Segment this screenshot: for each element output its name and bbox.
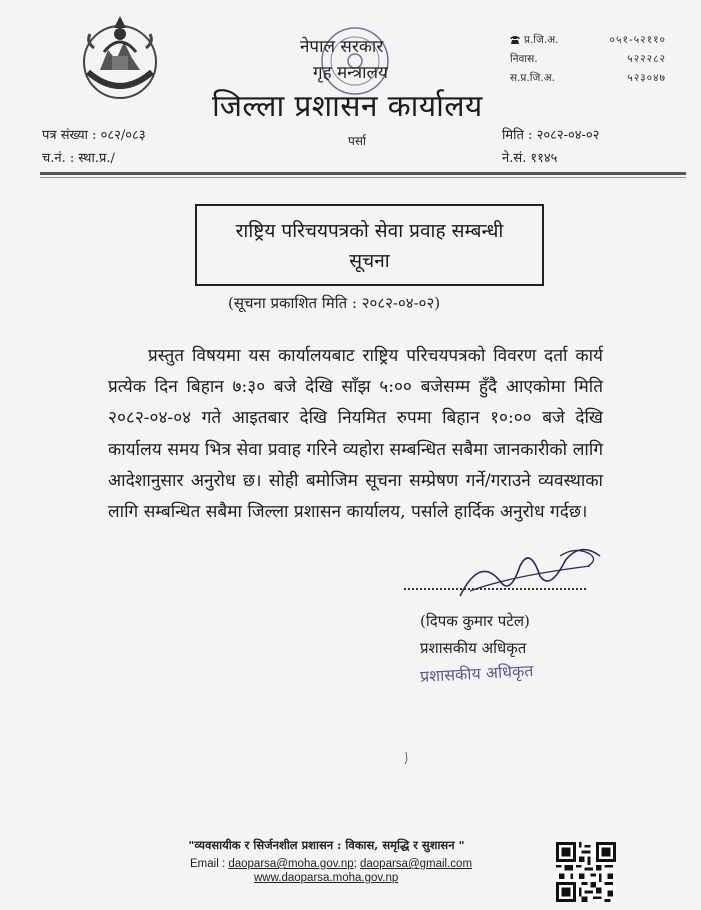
contact-list [510, 30, 666, 87]
contact-row [510, 68, 666, 87]
contact-value: ५२२२८२ [627, 52, 666, 65]
phone-icon [510, 35, 520, 44]
dispatch-number: च.नं. : स्था.प्र./ [42, 151, 115, 166]
email-label: Email : [190, 858, 229, 870]
website-link[interactable]: www.daoparsa.moha.gov.np [254, 872, 399, 884]
government-name: नेपाल सरकार [300, 37, 384, 57]
signature-line [404, 588, 586, 590]
notice-title-line1: राष्ट्रिय परिचयपत्रको सेवा प्रवाह सम्बन्धी [235, 220, 504, 242]
contact-row [510, 30, 666, 49]
contact-label: प्र.जि.अ. [524, 33, 559, 46]
designation-stamp: प्रशासकीय अधिकृत [419, 661, 534, 686]
footer-email [190, 858, 472, 870]
stray-mark-icon [403, 752, 409, 764]
notice-title-box [195, 204, 544, 286]
contact-label: निवास. [510, 52, 538, 65]
reference-left [42, 124, 146, 170]
signature-icon [440, 536, 610, 606]
header-divider-thin [40, 177, 686, 178]
signatory-block [420, 608, 530, 662]
office-title: जिल्ला प्रशासन कार्यालय [212, 89, 483, 124]
published-date: (सूचना प्रकाशित मिति : २०८२-०४-०२) [228, 294, 441, 312]
contact-row [510, 49, 666, 68]
email-separator: ; [353, 858, 360, 870]
notice-title-line2: सूचना [349, 250, 390, 272]
nepal-emblem-icon [74, 12, 166, 104]
email-link-secondary[interactable]: daoparsa@gmail.com [360, 858, 473, 870]
contact-value: ०५१-५२११० [609, 33, 666, 46]
contact-value: ५२३०४७ [627, 71, 666, 84]
letter-number: पत्र संख्या : ०८२/०८३ [42, 128, 146, 143]
footer-motto: "व्यवसायीक र सिर्जनशील प्रशासन : विकास, समृद्धि र सुशासन " [188, 838, 465, 852]
email-link-primary[interactable]: daoparsa@moha.gov.np [228, 858, 354, 870]
place-name: पर्सा [348, 134, 367, 148]
header-divider [40, 172, 686, 175]
signatory-designation: प्रशासकीय अधिकृत [420, 639, 527, 657]
reference-right [502, 124, 599, 170]
nepal-sambat-year: ने.सं. ११४५ [502, 151, 558, 166]
notice-body: प्रस्तुत विषयमा यस कार्यालयबाट राष्ट्रिय परिचयपत्रको विवरण दर्ता कार्य प्रत्येक दिन बिहान ७:३० बजे देखि साँझ ५:०० बजेसम्म हुँदै आएकोमा मिति २०८२-०४-०४ गते आइतबार देखि नियमित रुपमा बिहान १०:०० बजे देखि कार्यालय समय भित्र सेवा प्रवाह गरिने व्यहोरा सम्बन्धित सबैमा जानकारीको लागि आदेशानुसार अनुरोध छ। सोही बमोजिम सूचना सम्प्रेषण गर्ने/गराउने व्यवस्थाका लागि सम्बन्धित सबैमा जिल्ला प्रशासन कार्यालय, पर्साले हार्दिक अनुरोध गर्दछ। [108, 346, 603, 523]
qr-code-icon [556, 842, 616, 902]
contact-label: स.प्र.जि.अ. [510, 71, 555, 84]
letter-date: मिति : २०८२-०४-०२ [502, 128, 600, 143]
ministry-name: गृह मन्त्रालय [313, 63, 388, 83]
signatory-name: (दिपक कुमार पटेल) [420, 612, 530, 630]
